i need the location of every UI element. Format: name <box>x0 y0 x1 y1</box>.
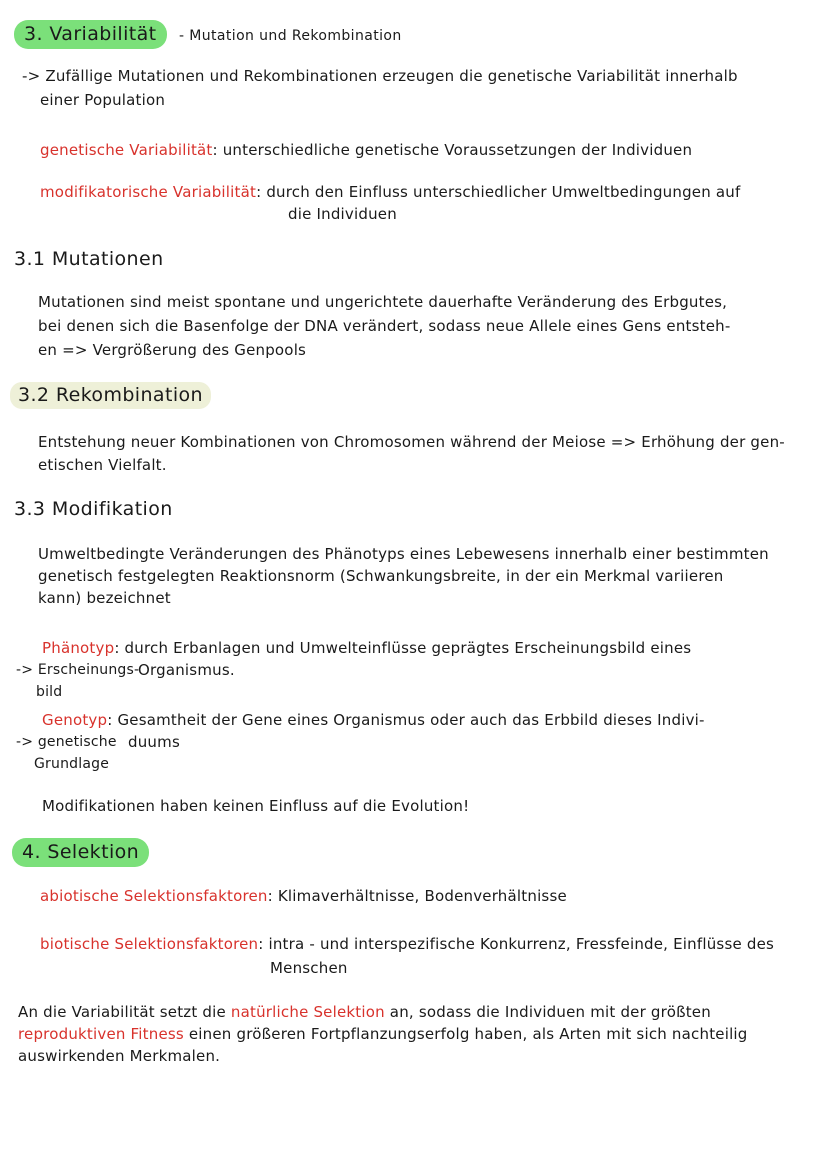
genetic-variability-text: : unterschiedliche genetische Voraussetzungen der Individuen <box>212 141 693 159</box>
variability-arrow-line-1: -> Zufällige Mutationen und Rekombinationen erzeugen die genetische Variabilität innerhalb <box>22 67 738 85</box>
biotic-factors-text: : intra - und interspezifische Konkurrenz, Fressfeinde, Einflüsse des <box>258 935 775 953</box>
section-3-3-title: 3.3 Modifikation <box>14 498 173 520</box>
genetic-variability-definition <box>40 140 692 161</box>
phenotype-definition <box>42 638 691 659</box>
section-3-heading <box>14 20 402 49</box>
selection-paragraph-line-3: auswirkenden Merkmalen. <box>18 1047 221 1065</box>
modification-text-line-1: Umweltbedingte Veränderungen des Phänotyps eines Lebewesens innerhalb einer bestimmten <box>38 545 769 563</box>
recombination-text-line-1: Entstehung neuer Kombinationen von Chromosomen während der Meiose => Erhöhung der gen- <box>38 433 785 451</box>
section-4-title: 4. Selektion <box>12 838 149 867</box>
modificatory-variability-text-2: die Individuen <box>288 205 397 223</box>
genotype-term: Genotyp <box>42 711 108 729</box>
genotype-definition <box>42 710 705 731</box>
modificatory-variability-definition <box>40 182 740 203</box>
modification-text-line-3: kann) bezeichnet <box>38 589 171 607</box>
genotype-text-2: duums <box>128 733 180 751</box>
abiotic-factors-definition <box>40 886 567 907</box>
modificatory-variability-text: : durch den Einfluss unterschiedlicher Umweltbedingungen auf <box>256 183 741 201</box>
section-3-subtitle: - Mutation und Rekombination <box>178 28 402 44</box>
selection-paragraph-line-2 <box>18 1024 748 1045</box>
biotic-factors-definition <box>40 934 774 955</box>
phenotype-side-note-2: bild <box>36 684 63 700</box>
selection-paragraph-line-1 <box>18 1002 711 1023</box>
mutation-text-line-3: en => Vergrößerung des Genpools <box>38 341 307 359</box>
abiotic-factors-text: : Klimaverhältnisse, Bodenverhältnisse <box>267 887 567 905</box>
mutation-text-line-1: Mutationen sind meist spontane und ungerichtete dauerhafte Veränderung des Erbgutes, <box>38 293 728 311</box>
modificatory-variability-term: modifikatorische Variabilität <box>40 183 257 201</box>
section-3-1-title: 3.1 Mutationen <box>14 248 164 270</box>
phenotype-side-note-1: -> Erscheinungs- <box>16 662 140 678</box>
modification-evolution-note: Modifikationen haben keinen Einfluss auf die Evolution! <box>42 797 470 815</box>
section-3-2-title: 3.2 Rekombination <box>10 382 211 409</box>
abiotic-factors-term: abiotische Selektionsfaktoren <box>40 887 268 905</box>
selection-paragraph-part-b: an, sodass die Individuen mit der größten <box>384 1003 711 1021</box>
recombination-text-line-2: etischen Vielfalt. <box>38 456 167 474</box>
mutation-text-line-2: bei denen sich die Basenfolge der DNA verändert, sodass neue Allele eines Gens entsteh- <box>38 317 731 335</box>
biotic-factors-term: biotische Selektionsfaktoren <box>40 935 259 953</box>
variability-arrow-line-2: einer Population <box>40 91 166 109</box>
biotic-factors-text-2: Menschen <box>270 959 348 977</box>
section-3-2-heading <box>10 382 211 409</box>
section-4-heading <box>12 838 149 867</box>
genotype-side-note-2: Grundlage <box>34 756 110 772</box>
natural-selection-term: natürliche Selektion <box>230 1003 385 1021</box>
modification-text-line-2: genetisch festgelegten Reaktionsnorm (Schwankungsbreite, in der ein Merkmal variieren <box>38 567 724 585</box>
selection-paragraph-part-c: einen größeren Fortpflanzungserfolg haben, als Arten mit sich nachteilig <box>183 1025 748 1043</box>
phenotype-term: Phänotyp <box>42 639 115 657</box>
phenotype-text: : durch Erbanlagen und Umwelteinflüsse geprägtes Erscheinungsbild eines <box>114 639 692 657</box>
genotype-side-note-1: -> genetische <box>16 734 117 750</box>
phenotype-text-2: Organismus. <box>138 661 235 679</box>
genotype-text: : Gesamtheit der Gene eines Organismus oder auch das Erbbild dieses Indivi- <box>107 711 705 729</box>
section-3-title: 3. Variabilität <box>14 20 167 49</box>
reproductive-fitness-term: reproduktiven Fitness <box>18 1025 184 1043</box>
selection-paragraph-part-a: An die Variabilität setzt die <box>18 1003 231 1021</box>
genetic-variability-term: genetische Variabilität <box>40 141 213 159</box>
